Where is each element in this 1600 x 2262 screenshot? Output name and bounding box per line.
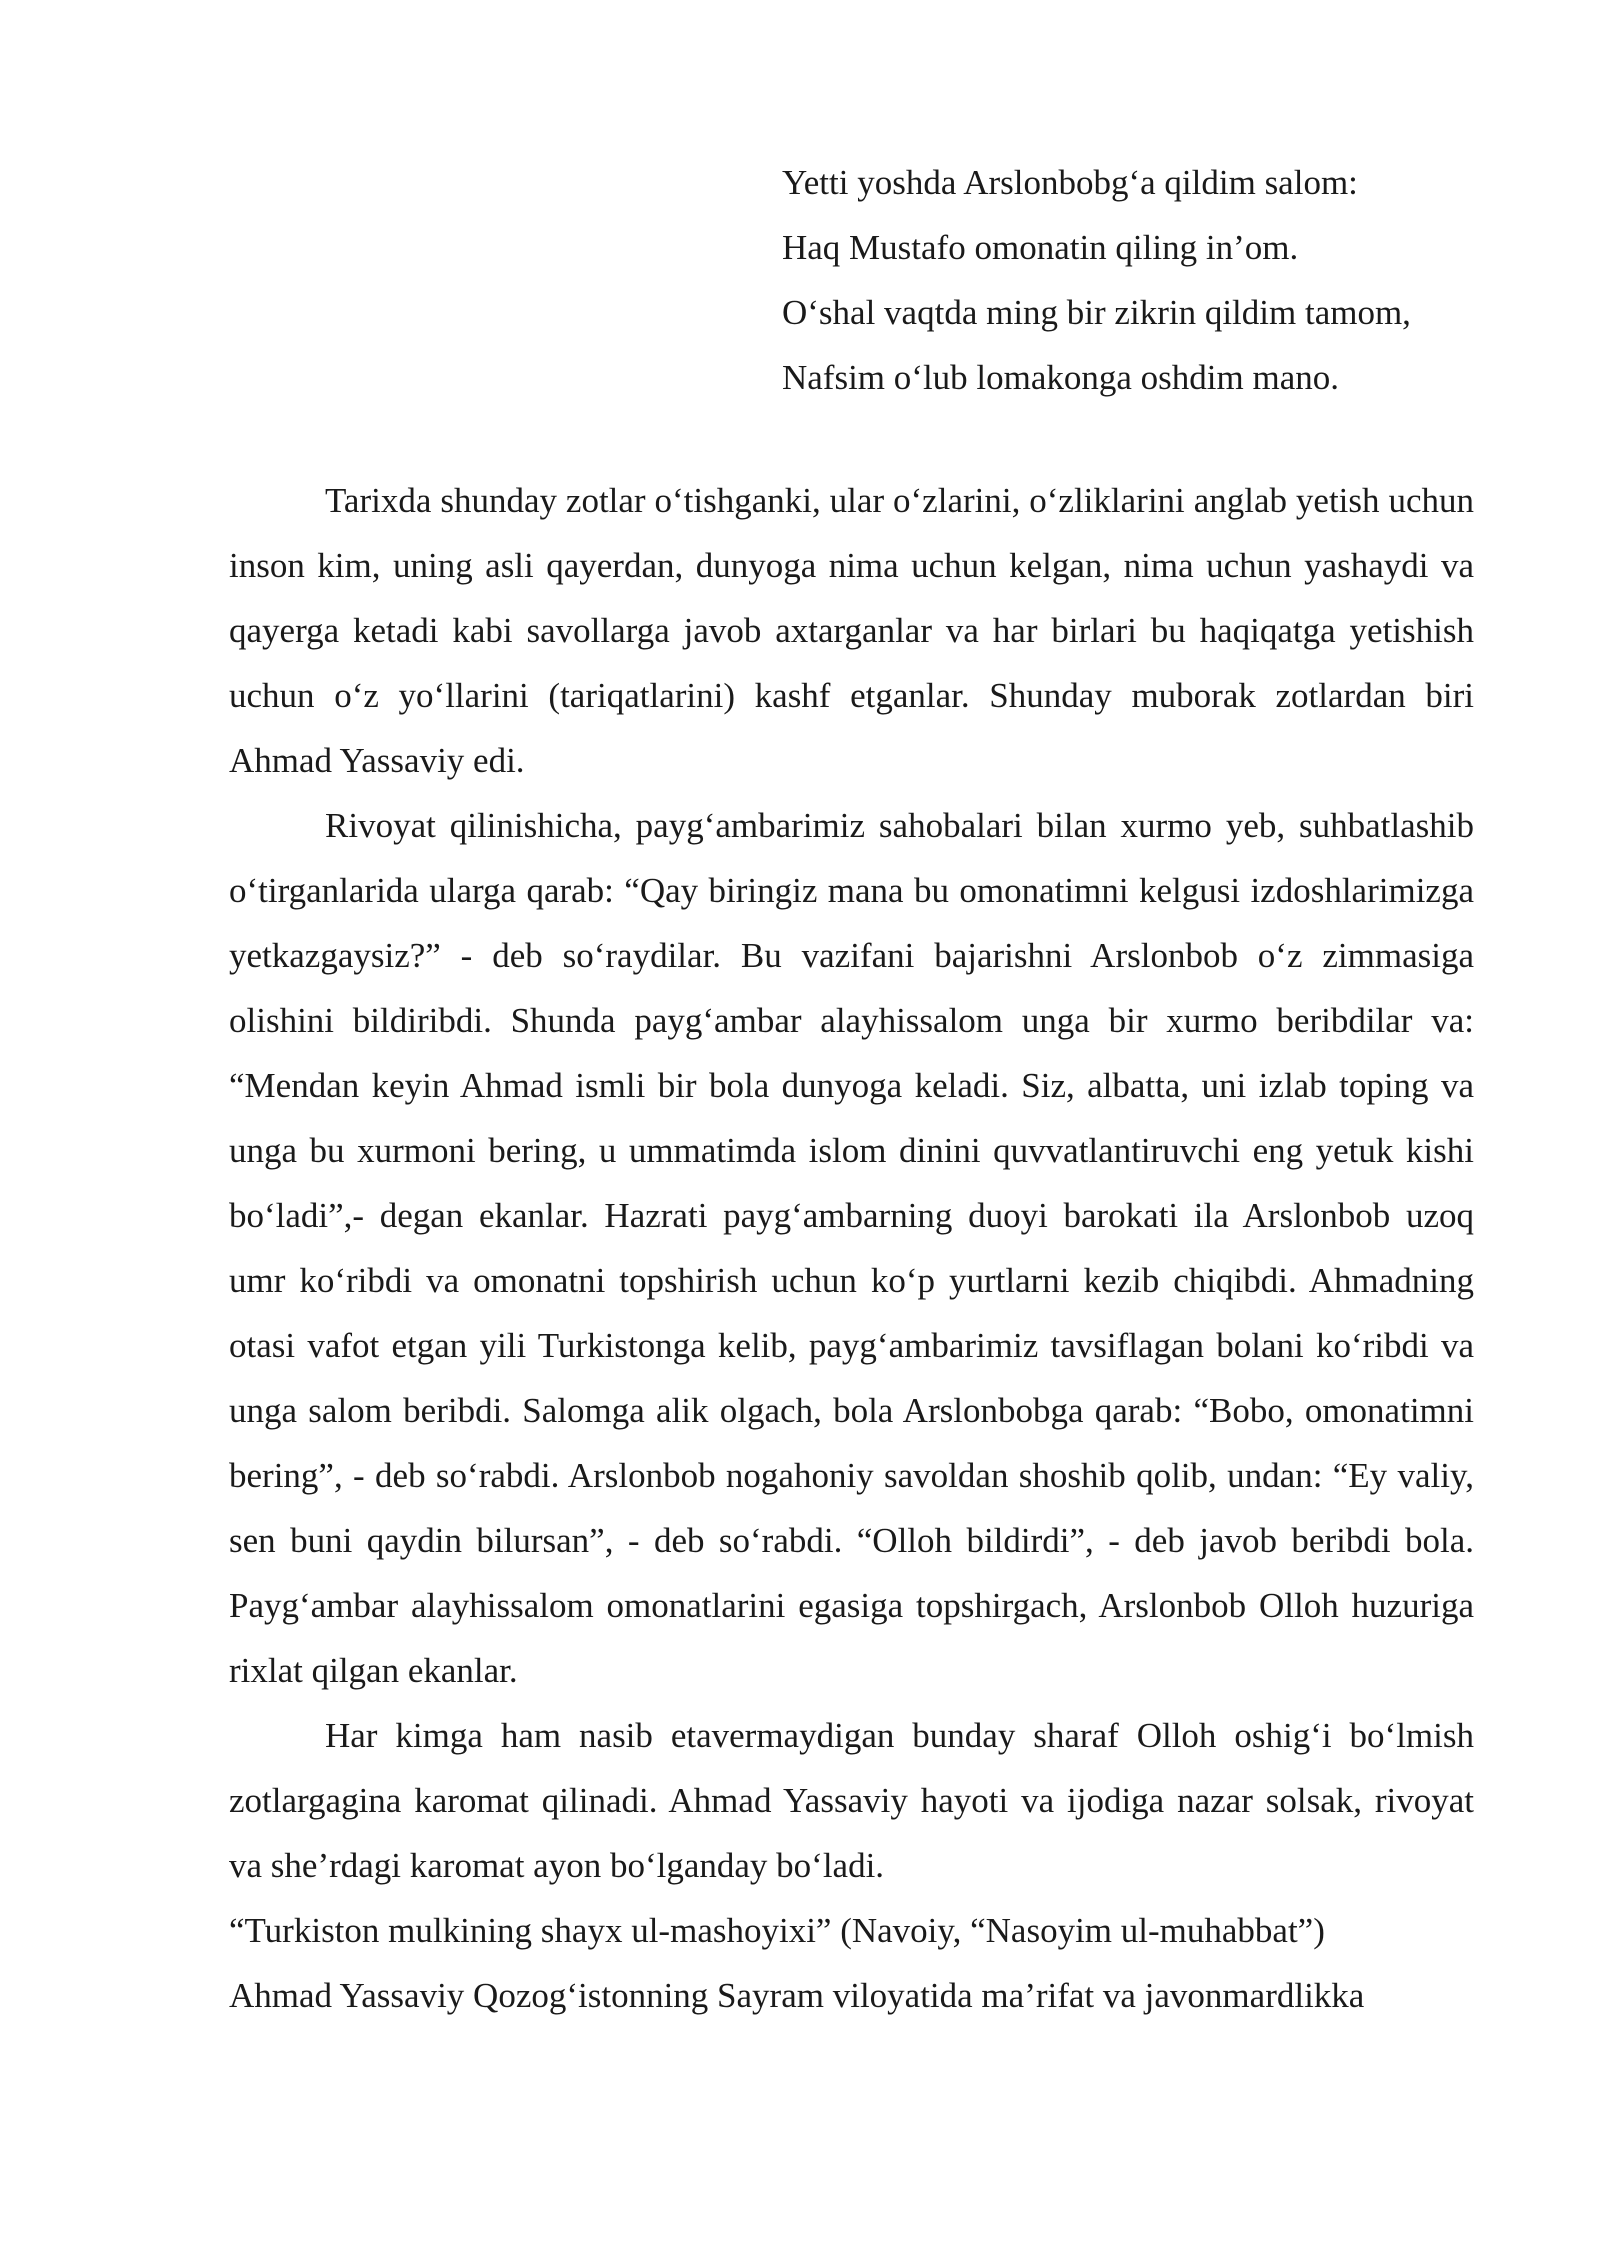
verse-line: O‘shal vaqtda ming bir zikrin qildim tamom, [782,293,1411,332]
quote-line: “Turkiston mulkining shayx ul-mashoyixi” (Navoiy, “Nasoyim ul-muhabbat”) [229,1911,1325,1950]
paragraph: Rivoyat qilinishicha, payg‘ambarimiz sahobalari bilan xurmo yeb, suhbatlashib o‘tirganlarida ularga qarab: “Qay biringiz mana bu omonatimni kelgusi izdoshlarimizga yetkazgaysiz?” - deb so‘raydilar. Bu vazifani bajarishni Arslonbob o‘z zimmasiga olishini bildiribdi. Shunda payg‘ambar alayhissalom unga bir xurmo beribdilar va: “Mendan keyin Ahmad ismli bir bola dunyoga keladi. Siz, albatta, uni izlab toping va unga bu xurmoni bering, u ummatimda islom dinini quvvatlantiruvchi eng yetuk kishi bo‘ladi”,- degan ekanlar. Hazrati payg‘ambarning duoyi barokati ila Arslonbob uzoq umr ko‘ribdi va omonatni topshirish uchun ko‘p yurtlarni kezib chiqibdi. Ahmadning otasi vafot etgan yili Turkistonga kelib, payg‘ambarimiz tavsiflagan bolani ko‘ribdi va unga salom beribdi. Salomga alik olgach, bola Arslonbobga qarab: “Bobo, omonatimni bering”, - deb so‘rabdi. Arslonbob nogahoniy savoldan shoshib qolib, undan: “Ey valiy, sen buni qaydin bilursan”, - deb so‘rabdi. “Olloh bildirdi”, - deb javob beribdi bola. Payg‘ambar alayhissalom omonatlarini egasiga topshirgach, Arslonbob Olloh huzuriga rixlat qilgan ekanlar. [229,806,1474,1690]
verse-line: Haq Mustafo omonatin qiling in’om. [782,228,1299,267]
verse-line: Yetti yoshda Arslonbobg‘a qildim salom: [782,163,1358,202]
last-line: Ahmad Yassaviy Qozog‘istonning Sayram viloyatida ma’rifat va javonmardlikka [229,1976,1365,2015]
verse-line: Nafsim o‘lub lomakonga oshdim mano. [782,358,1340,397]
paragraph: Tarixda shunday zotlar o‘tishganki, ular o‘zlarini, o‘zliklarini anglab yetish uchun inson kim, uning asli qayerdan, dunyoga nima uchun kelgan, nima uchun yashaydi va qayerga ketadi kabi savollarga javob axtarganlar va har birlari bu haqiqatga yetishish uchun o‘z yo‘llarini (tariqatlarini) kashf etganlar. Shunday muborak zotlardan biri Ahmad Yassaviy edi. [229,481,1474,780]
paragraph: Har kimga ham nasib etavermaydigan bunday sharaf Olloh oshig‘i bo‘lmish zotlargagina karomat qilinadi. Ahmad Yassaviy hayoti va ijodiga nazar solsak, rivoyat va she’rdagi karomat ayon bo‘lganday bo‘ladi. [229,1716,1474,1885]
body-text [229,468,1474,2028]
epigraph-verse [782,150,1542,410]
